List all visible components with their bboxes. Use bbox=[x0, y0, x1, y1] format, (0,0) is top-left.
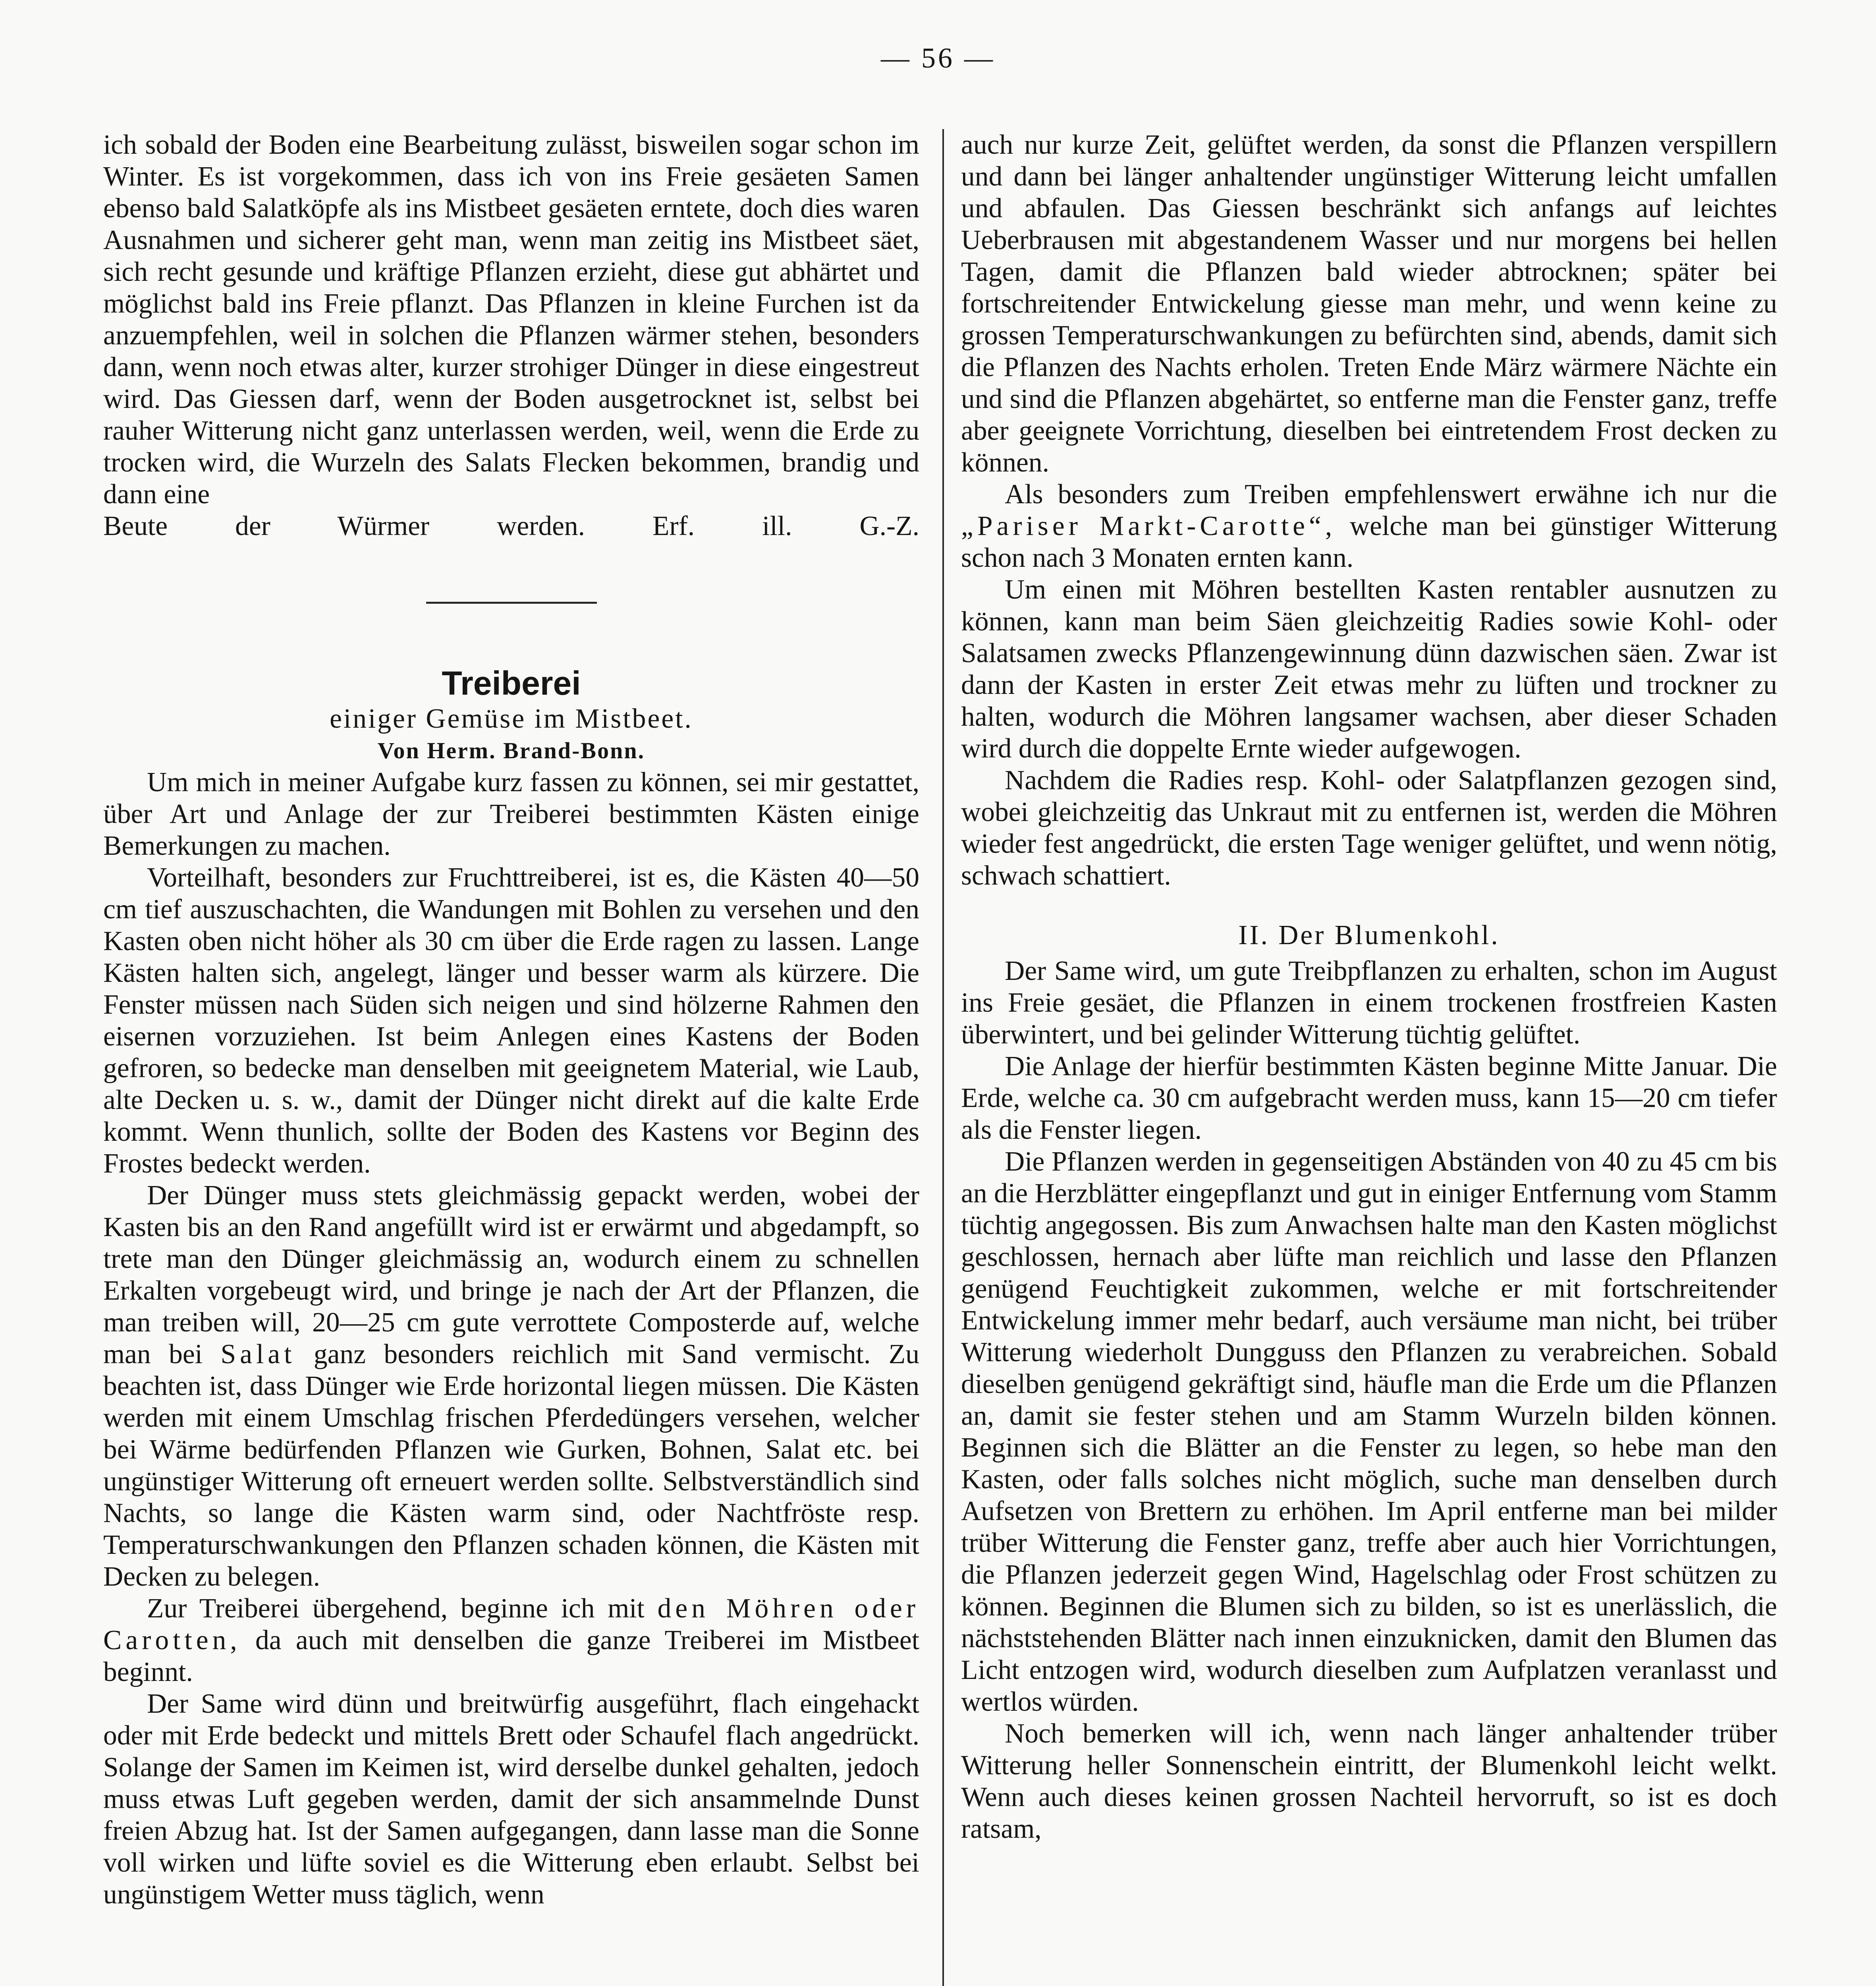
article-byline: Von Herm. Brand-Bonn. bbox=[377, 738, 645, 763]
paragraph bbox=[961, 479, 1777, 574]
right-column bbox=[961, 129, 1777, 1845]
intro-closing-line bbox=[103, 510, 919, 542]
paragraph bbox=[103, 1593, 919, 1688]
paragraph: Vorteilhaft, besonders zur Fruchttreiberei, ist es, die Kästen 40—50 cm tief auszuschachten, die Wandungen mit Bohlen zu versehen und den Kasten oben nicht höher als 30 cm über die Erde ragen zu lassen. Lange Kästen halten sich, angelegt, länger und besser warm als kürzere. Die Fenster müssen nach Süden sich neigen und sind hölzerne Rahmen den eisernen vorzuziehen. Ist beim Anlegen eines Kastens der Boden gefroren, so bedecke man denselben mit geeignetem Material, wie Laub, alte Decken u. s. w., damit der Dünger nicht direkt auf die kalte Erde kommt. Wenn thunlich, sollte der Boden des Kastens vor Beginn des Frostes bedeckt werden. bbox=[103, 862, 919, 1179]
paragraph: Der Same wird, um gute Treibpflanzen zu erhalten, schon im August ins Freie gesäet, die Pflanzen in einem trockenen frostfreien Kasten überwintert, und bei gelinder Witterung tüchtig gelüftet. bbox=[961, 956, 1777, 1050]
emphasis-carotte: „Pariser Markt-Carotte“, bbox=[961, 511, 1336, 541]
section-title: II. Der Blumenkohl. bbox=[1238, 920, 1500, 950]
paragraph: Noch bemerken will ich, wenn nach länger anhaltender trüber Witterung heller Sonnenschein eintritt, der Blumenkohl leicht welkt. Wenn auch dieses keinen grossen Nachteil hervorruft, so ist es doch ratsam, bbox=[961, 1718, 1777, 1844]
column-divider bbox=[942, 129, 944, 1986]
intro-paragraph bbox=[103, 129, 919, 510]
paragraph: Um mich in meiner Aufgabe kurz fassen zu können, sei mir gestattet, über Art und Anlage der zur Treiberei bestimmten Kästen einige Bemerkungen zu machen. bbox=[103, 767, 919, 861]
paragraph-text: da auch mit denselben die ganze Treiberei im Mistbeet beginnt. bbox=[103, 1625, 920, 1687]
paragraph-text: Zur Treiberei übergehend, beginne ich mit bbox=[147, 1593, 645, 1624]
paragraph: Der Same wird dünn und breitwürfig ausgeführt, flach eingehackt oder mit Erde bedeckt und mittels Brett oder Schaufel flach angedrückt. Solange der Samen im Keimen ist, wird derselbe dunkel gehalten, jedoch muss etwas Luft gegeben werden, damit der sich ansammelnde Dunst freien Abzug hat. Ist der Samen aufgegangen, dann lasse man die Sonne voll wirken und lüfte soviel es die Witterung eben erlaubt. Selbst bei ungünstigem Wetter muss täglich, wenn bbox=[103, 1688, 919, 1910]
paragraph-text: welche man bei günstiger Witterung schon nach 3 Monaten ernten kann. bbox=[961, 511, 1778, 573]
paragraph-text: Als besonders zum Treiben empfehlenswert erwähne ich nur die bbox=[1005, 479, 1777, 510]
paragraph: Die Anlage der hierfür bestimmten Kästen beginne Mitte Januar. Die Erde, welche ca. 30 cm aufgebracht werden muss, kann 15—20 cm tiefer als die Fenster liegen. bbox=[961, 1051, 1777, 1145]
left-column bbox=[103, 129, 919, 1911]
paragraph: Um einen mit Möhren bestellten Kasten rentabler ausnutzen zu können, kann man beim Säen gleichzeitig Radies sowie Kohl- oder Salatsamen zwecks Pflanzengewinnung dünn dazwischen säen. Zwar ist dann der Kasten in erster Zeit etwas mehr zu lüften und trockner zu halten, wodurch die Möhren langsamer wachsen, aber dieser Schaden wird durch die doppelte Ernte wieder aufgewogen. bbox=[961, 574, 1777, 764]
article-divider bbox=[426, 602, 597, 604]
paragraph-text: ganz besonders reichlich mit Sand vermischt. Zu beachten ist, dass Dünger wie Erde horizontal liegen müssen. Die Kästen werden mit einem Umschlag frischen Pferdedüngers versehen, welcher bei Wärme bedürfenden Pflanzen wie Gurken, Bohnen, Salat etc. bei ungünstiger Witterung oft erneuert werden sollte. Selbstverständlich sind Nachts, so lange die Kästen warm sind, oder Nachtfröste resp. Temperaturschwankungen den Pflanzen schaden können, die Kästen mit Decken zu belegen. bbox=[103, 1339, 919, 1592]
emphasis-salat: Salat bbox=[220, 1339, 296, 1370]
intro-signature: Erf. ill. G.-Z. bbox=[652, 511, 919, 541]
article-subtitle: einiger Gemüse im Mistbeet. bbox=[330, 703, 693, 734]
paragraph-text: Der Dünger muss stets gleichmässig gepackt werden, wobei der Kasten bis an den Rand angefüllt wird ist er erwärmt und abgedampft, so trete man den Dünger gleichmässig an, wodurch einem zu schnellen Erkalten vorgebeugt wird, und bringe je nach der Art der Pflanzen, die man treiben will, 20—25 cm gute verrottete Composterde auf, welche man bei bbox=[103, 1180, 919, 1370]
page-number: — 56 — bbox=[881, 42, 995, 74]
emphasis-moehren: den Möhren oder Carotten, bbox=[103, 1593, 919, 1656]
article-title: Treiberei bbox=[442, 665, 581, 702]
intro-paragraph-text: ich sobald der Boden eine Bearbeitung zulässt, bisweilen sogar schon im Winter. Es ist vorgekommen, dass ich von ins Freie gesäeten Samen ebenso bald Salatköpfe als ins Mistbeet gesäeten erntete, doch dies waren Ausnahmen und sicherer geht man, wenn man zeitig ins Mistbeet säet, sich recht gesunde und kräftige Pflanzen erzieht, diese gut abhärtet und möglichst bald ins Freie pflanzt. Das Pflanzen in kleine Furchen ist da anzuempfehlen, weil in solchen die Pflanzen wärmer stehen, besonders dann, wenn noch etwas alter, kurzer strohiger Dünger in diese eingestreut wird. Das Giessen darf, wenn der Boden ausgetrocknet ist, selbst bei rauher Witterung nicht ganz unterlassen werden, weil, wenn die Erde zu trocken wird, die Wurzeln des Salats Flecken bekommen, brandig und dann eine bbox=[103, 129, 919, 510]
paragraph: Nachdem die Radies resp. Kohl- oder Salatpflanzen gezogen sind, wobei gleichzeitig das Unkraut mit zu entfernen ist, werden die Möhren wieder fest angedrückt, die ersten Tage weniger gelüftet, und wenn nötig, schwach schattiert. bbox=[961, 765, 1777, 891]
paragraph: auch nur kurze Zeit, gelüftet werden, da sonst die Pflanzen verspillern und dann bei länger anhaltender ungünstiger Witterung leicht umfallen und abfaulen. Das Giessen beschränkt sich anfangs auf leichtes Ueberbrausen mit abgestandenem Wasser und nur morgens bei hellen Tagen, damit die Pflanzen bald wieder abtrocknen; später bei fortschreitender Entwickelung giesse man mehr, und wenn keine zu grossen Temperaturschwankungen zu befürchten sind, abends, damit sich die Pflanzen des Nachts erholen. Treten Ende März wärmere Nächte ein und sind die Pflanzen abgehärtet, so entferne man die Fenster ganz, treffe aber geeignete Vorrichtung, dieselben bei eintretendem Frost decken zu können. bbox=[961, 129, 1777, 478]
paragraph bbox=[103, 1180, 919, 1593]
intro-last-line: Beute der Würmer werden. bbox=[103, 511, 585, 541]
paragraph: Die Pflanzen werden in gegenseitigen Abständen von 40 zu 45 cm bis an die Herzblätter eingepflanzt und gut in einiger Entfernung vom Stamm tüchtig angegossen. Bis zum Anwachsen halte man den Kasten möglichst geschlossen, hernach aber lüfte man reichlich und lasse den Pflanzen genügend Feuchtigkeit zukommen, welche er mit fortschreitender Entwickelung immer mehr bedarf, auch versäume man nicht, bei trüber Witterung wiederholt Dungguss den Pflanzen zu verabreichen. Sobald dieselben genügend gekräftigt sind, häufle man die Erde um die Pflanzen an, damit sie fester stehen und am Stamm Wurzeln bilden können. Beginnen sich die Blätter an die Fenster zu legen, so hebe man den Kasten, oder falls solches nicht möglich, suche man denselben durch Aufsetzen von Brettern zu erhöhen. Im April entferne man bei milder trüber Witterung die Fenster ganz, treffe aber auch hier Vorrichtungen, die Pflanzen jederzeit gegen Wind, Hagelschlag oder Frost schützen zu können. Beginnen die Blumen sich zu bilden, so ist es unerlässlich, die nächststehenden Blätter nach innen einzuknicken, damit den Blumen das Licht entzogen wird, wodurch dieselben zum Aufplatzen veranlasst und wertlos würden. bbox=[961, 1146, 1777, 1717]
